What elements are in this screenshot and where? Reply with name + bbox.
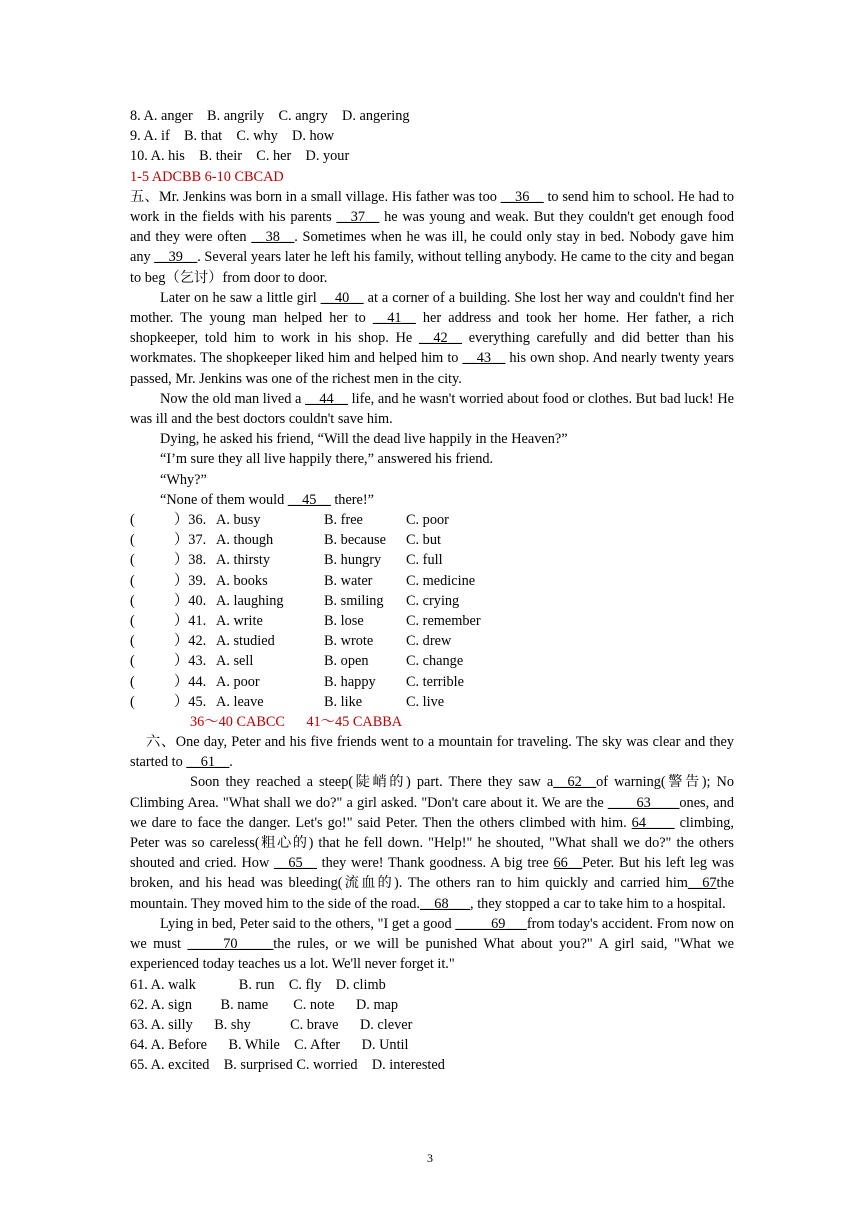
- blank-62: __62__: [553, 774, 597, 791]
- option-text: ）43.: [174, 653, 207, 670]
- page-number: 3: [427, 1151, 433, 1165]
- option-text: B. free: [324, 512, 363, 528]
- option-text: A. laughing: [216, 592, 284, 609]
- option-text: C. full: [406, 552, 443, 569]
- answer-paren: (: [130, 653, 135, 670]
- option-text: B. lose: [324, 612, 364, 629]
- answer-key: 36～40 CABCC 41～45 CABBA: [190, 713, 403, 730]
- option-text: ）38.: [174, 552, 207, 569]
- option-text: A. thirsty: [216, 552, 271, 569]
- paragraph: Now the old man lived a __44__ life, and he wasn't worried about food or clothes. But bad luck! He was ill and the best doctors couldn't save him.: [130, 390, 735, 427]
- blank-38: __38__: [251, 229, 295, 246]
- paragraph: Lying in bed, Peter said to the others, "I get a good _____69___from today's accident. From now on we must _____70_____the rules, or we will be punished What about you?" A girl said, "What we experienced today teaches us a lot. We'll never forget it.": [130, 915, 735, 973]
- section-six-passage: 六、One day, Peter and his five friends went to a mountain for traveling. The sky was clear and they started to __61__.: [130, 734, 734, 771]
- answer-paren: (: [130, 673, 135, 690]
- option-text: ）37.: [174, 532, 207, 549]
- option-text: ）36.: [174, 512, 207, 528]
- option-text: C. live: [406, 693, 445, 710]
- option-line: 65. A. excited B. surprised C. worried D. interested: [130, 1057, 445, 1074]
- option-row: [130, 651, 734, 671]
- answer-paren: (: [130, 633, 135, 650]
- blank-45: __45__: [287, 491, 331, 508]
- option-text: A. leave: [216, 693, 264, 710]
- option-text: A. though: [216, 532, 274, 549]
- option-text: B. happy: [324, 673, 376, 690]
- option-text: B. smiling: [324, 592, 384, 609]
- blank-64: 64____: [631, 814, 675, 831]
- blank-70: _____70_____: [187, 936, 274, 953]
- option-text: A. busy: [216, 512, 261, 528]
- answer-key: 1-5 ADCBB 6-10 CBCAD: [130, 168, 284, 185]
- option-text: B. hungry: [324, 552, 382, 569]
- blank-37: __37__: [336, 208, 380, 225]
- answer-paren: (: [130, 512, 135, 528]
- paragraph: “I’m sure they all live happily there,” answered his friend.: [160, 451, 494, 468]
- option-text: ）40.: [174, 592, 207, 609]
- option-row: [130, 550, 734, 570]
- option-text: ）44.: [174, 673, 207, 690]
- blank-66: 66__: [553, 855, 583, 872]
- answer-paren: (: [130, 552, 135, 569]
- blank-40: __40__: [320, 289, 364, 306]
- option-line: 62. A. sign B. name C. note D. map: [130, 996, 399, 1013]
- option-text: C. poor: [406, 512, 449, 528]
- blank-67: __67: [687, 875, 717, 892]
- blank-36: __36__: [500, 188, 544, 205]
- option-text: C. medicine: [406, 572, 476, 589]
- option-text: A. books: [216, 572, 268, 589]
- answer-paren: (: [130, 612, 135, 629]
- option-row: [130, 510, 734, 530]
- blank-61: __61__: [186, 754, 230, 771]
- blank-41: __41__: [372, 309, 416, 326]
- option-row: [130, 672, 734, 692]
- option-text: C. remember: [406, 612, 481, 629]
- paragraph: Soon they reached a steep(陡峭的) part. There they saw a__62__of warning(警告); No Climbing Area. "What shall we do?" a girl asked. "Don't care about it. We are the ____63____ones, and we dare to face the danger. Let's go!" said Peter. Then the others climbed with him. 64____ climbing, Peter was so careless(粗心的) that he fell down. "Help!" he shouted, "What shall we do?" the others shouted and cried. How __65__ they were! Thank goodness. A big tree 66__Peter. But his left leg was broken, and his head was bleeding(流血的). The others ran to him quickly and carried him__67the mountain. They moved him to the side of the road.__68___, they stopped a car to take him to a hospital.: [130, 774, 735, 912]
- answer-paren: (: [130, 532, 135, 549]
- blank-42: __42__: [419, 330, 462, 347]
- option-text: B. like: [324, 693, 363, 710]
- option-line: 8. A. anger B. angrily C. angry D. angering: [130, 108, 410, 124]
- option-text: A. write: [216, 612, 263, 629]
- blank-65: __65__: [274, 855, 317, 872]
- option-line: 61. A. walk B. run C. fly D. climb: [130, 976, 386, 993]
- answer-paren: (: [130, 592, 135, 609]
- option-text: C. drew: [406, 633, 452, 650]
- option-text: ）41.: [174, 612, 207, 629]
- option-text: ）39.: [174, 572, 207, 589]
- answer-paren: (: [130, 693, 135, 710]
- option-text: C. change: [406, 653, 464, 670]
- paragraph: Dying, he asked his friend, “Will the dead live happily in the Heaven?”: [160, 431, 568, 448]
- option-text: A. studied: [216, 633, 275, 650]
- blank-63: ____63____: [607, 794, 680, 811]
- blank-69: _____69___: [455, 915, 527, 932]
- option-line: 10. A. his B. their C. her D. your: [130, 148, 350, 165]
- option-text: ）42.: [174, 633, 207, 650]
- option-text: B. water: [324, 572, 373, 589]
- option-row: [130, 530, 734, 550]
- option-text: C. terrible: [406, 673, 464, 690]
- option-text: A. sell: [216, 653, 254, 670]
- option-row: [130, 591, 734, 611]
- option-text: B. because: [324, 532, 386, 549]
- blank-43: __43__: [462, 350, 506, 367]
- document-body: [130, 106, 734, 1075]
- blank-39: __39__: [154, 249, 198, 266]
- option-text: C. crying: [406, 592, 460, 609]
- option-text: B. open: [324, 653, 369, 670]
- blank-44: __44__: [305, 390, 348, 407]
- option-row: [130, 631, 734, 651]
- option-text: B. wrote: [324, 633, 374, 650]
- option-row: [130, 571, 734, 591]
- paragraph: “None of them would __45__ there!”: [160, 491, 375, 508]
- paragraph: “Why?”: [160, 471, 207, 488]
- option-text: A. poor: [216, 673, 260, 690]
- section-five-passage: 五、Mr. Jenkins was born in a small village. His father was too __36__ to send him to school. He had to work in the fields with his parents __37__ he was young and weak. But they couldn't get enough food and they were often __38__. Sometimes when he was ill, he could only stay in bed. Nobody gave him any __39__. Several years later he left his family, without telling anybody. He came to the city and began to beg（乞讨）from door to door.: [130, 188, 735, 286]
- option-line: 9. A. if B. that C. why D. how: [130, 128, 335, 145]
- blank-68: __68___: [420, 895, 471, 912]
- options-list: [130, 510, 734, 712]
- answer-paren: (: [130, 572, 135, 589]
- option-line: 64. A. Before B. While C. After D. Until: [130, 1037, 409, 1054]
- paragraph: Later on he saw a little girl __40__ at a corner of a building. She lost her way and couldn't find her mother. The young man helped her to __41__ her address and took her home. Her father, a rich shopkeeper, told him to work in his shop. He __42__ everything carefully and did better than his workmates. The shopkeeper liked him and helped him to __43__ his own shop. And nearly twenty years passed, Mr. Jenkins was one of the richest men in the city.: [130, 289, 735, 387]
- option-row: [130, 692, 734, 712]
- option-text: ）45.: [174, 693, 207, 710]
- option-text: C. but: [406, 532, 441, 549]
- option-line: 63. A. silly B. shy C. brave D. clever: [130, 1016, 413, 1033]
- option-row: [130, 611, 734, 631]
